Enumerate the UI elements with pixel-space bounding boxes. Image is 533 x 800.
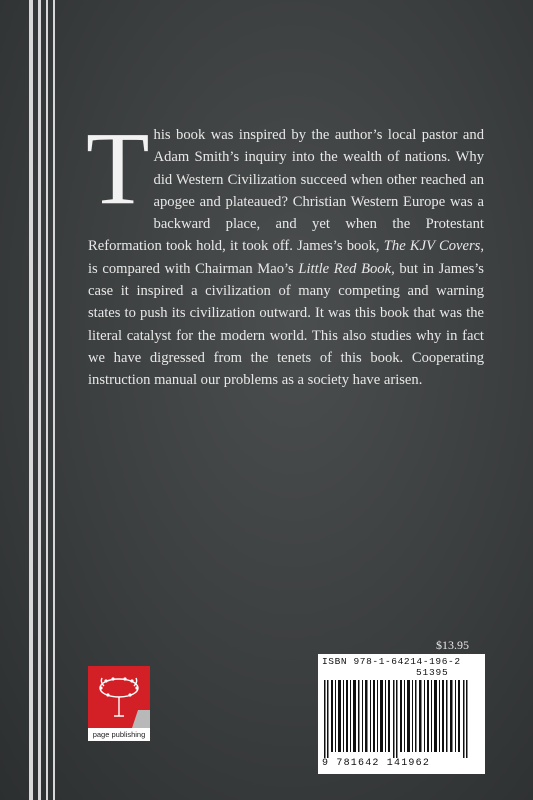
stripe bbox=[38, 0, 41, 800]
price-label: $13.95 bbox=[436, 638, 469, 652]
isbn-barcode bbox=[318, 654, 485, 774]
blurb-text-1: his book was inspired by the author’s local pastor and Adam Smith’s inquiry into the wealth of nations. Why did Western Civilization succeed when other reached an apogee and plateaued? Christian Western Europe was a backward place, and yet when the Protestant Reformation took hold, it took off. James’s book, bbox=[88, 127, 484, 255]
book-blurb bbox=[86, 111, 484, 392]
blurb-text-3: , but in James’s case it inspired a civilization of many competing and warning states to push its civilization outward. It was this book that was the literal catalyst for the modern world. This also studies why in fact we have digressed from the tenets of this book. Cooperating instruction manual our problems as a society have arisen. bbox=[88, 260, 484, 389]
blurb-book-title-2: Little Red Book bbox=[298, 260, 392, 277]
blurb-text-2: , is compared with Chairman Mao’s bbox=[88, 238, 484, 277]
barcode-digits: 9 781642 141962 bbox=[322, 758, 431, 769]
publisher-name: page publishing bbox=[88, 728, 150, 741]
decorative-stripes bbox=[0, 0, 60, 800]
drop-cap: T bbox=[86, 111, 150, 226]
publisher-logo bbox=[88, 666, 150, 742]
stripe bbox=[46, 0, 48, 800]
stripe bbox=[53, 0, 55, 800]
barcode-bars bbox=[322, 680, 481, 758]
laurel-icon bbox=[88, 666, 150, 728]
blurb-book-title-1: The KJV Covers bbox=[383, 238, 481, 255]
isbn-number: ISBN 978-1-64214-196-2 bbox=[322, 656, 461, 667]
logo-emblem bbox=[88, 666, 150, 728]
price-code: 51395 bbox=[416, 667, 449, 678]
stripe bbox=[29, 0, 33, 800]
